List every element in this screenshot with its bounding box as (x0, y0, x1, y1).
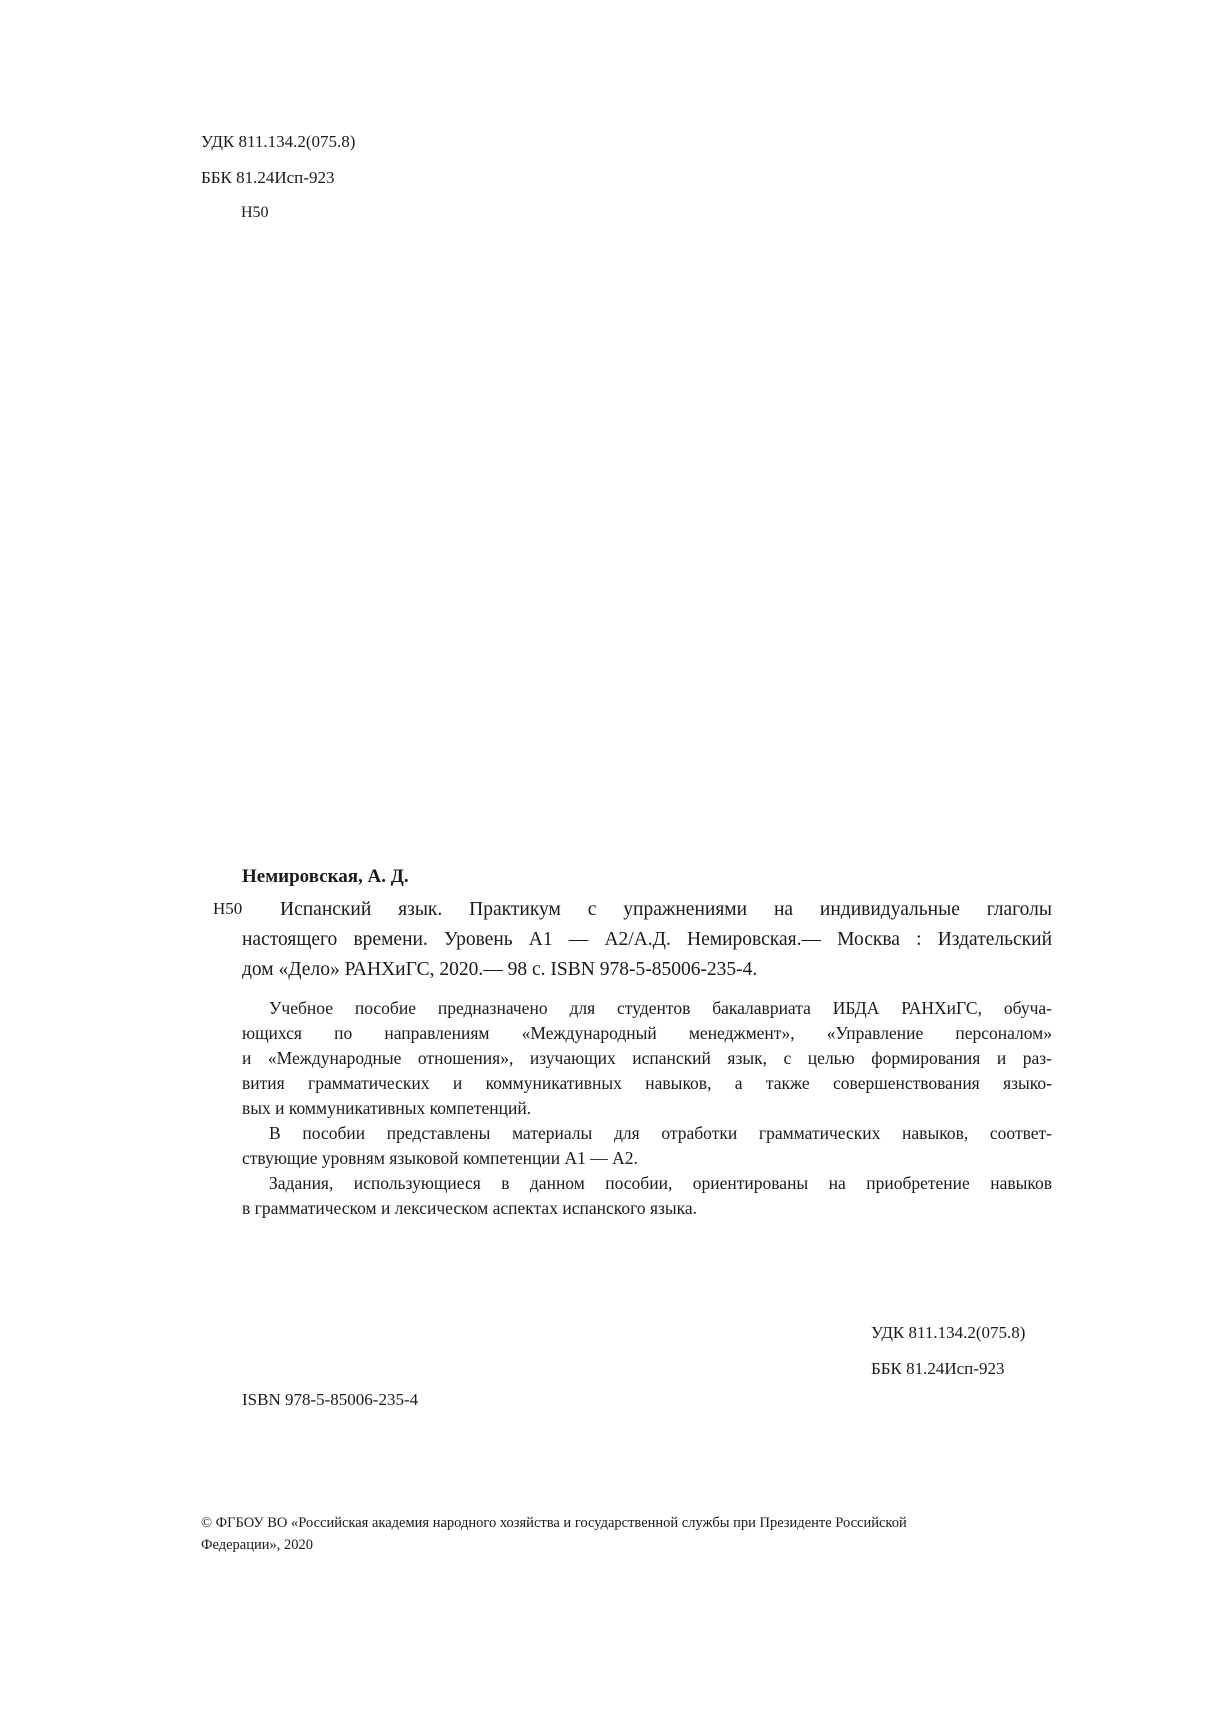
copyright-line: Федерации», 2020 (201, 1537, 313, 1553)
bib-line: дом «Дело» РАНХиГС, 2020.— 98 с. ISBN 978-5-85006-235-4. (242, 959, 758, 980)
annotation-line: ющихся по направлениям «Международный менеджмент», «Управление персоналом» (242, 1023, 1052, 1043)
isbn: ISBN 978-5-85006-235-4 (242, 1390, 419, 1409)
header-udk: УДК 811.134.2(075.8) (201, 132, 356, 151)
annotation-line: вых и коммуникативных компетенций. (242, 1098, 532, 1118)
header-bbk: ББК 81.24Исп-923 (201, 168, 335, 187)
annotation-line: ствующие уровням языковой компетенции А1 — А2. (242, 1148, 638, 1168)
copyright-notice (201, 1512, 1041, 1556)
annotation-line: в грамматическом и лексическом аспектах испанского языка. (242, 1198, 698, 1218)
bibliographic-description (242, 895, 1052, 985)
bib-line: настоящего времени. Уровень А1 — А2/А.Д. Немировская.— Москва : Издательский (242, 929, 1052, 950)
annotation-line: вития грамматических и коммуникативных навыков, а также совершенствования языко- (242, 1073, 1052, 1093)
annotation-line: и «Международные отношения», изучающих испанский язык, с целью формирования и раз- (242, 1048, 1052, 1068)
annotation-line: Учебное пособие предназначено для студентов бакалавриата ИБДА РАНХиГС, обуча- (269, 998, 1052, 1018)
annotation-line: Задания, использующиеся в данном пособии, ориентированы на приобретение навыков (269, 1173, 1052, 1193)
margin-author-code: Н50 (213, 899, 243, 918)
annotation (242, 996, 1052, 1221)
annotation-line: В пособии представлены материалы для отработки грамматических навыков, соответ- (269, 1123, 1052, 1143)
classification-bbk: ББК 81.24Исп-923 (871, 1359, 1005, 1378)
header-author-code: Н50 (241, 204, 269, 221)
bib-line: Испанский язык. Практикум с упражнениями на индивидуальные глаголы (280, 899, 1052, 920)
classification-udk: УДК 811.134.2(075.8) (871, 1323, 1026, 1342)
author-name: Немировская, А. Д. (242, 866, 409, 887)
copyright-line: © ФГБОУ ВО «Российская академия народного хозяйства и государственной службы при Президенте Российской (201, 1515, 907, 1531)
